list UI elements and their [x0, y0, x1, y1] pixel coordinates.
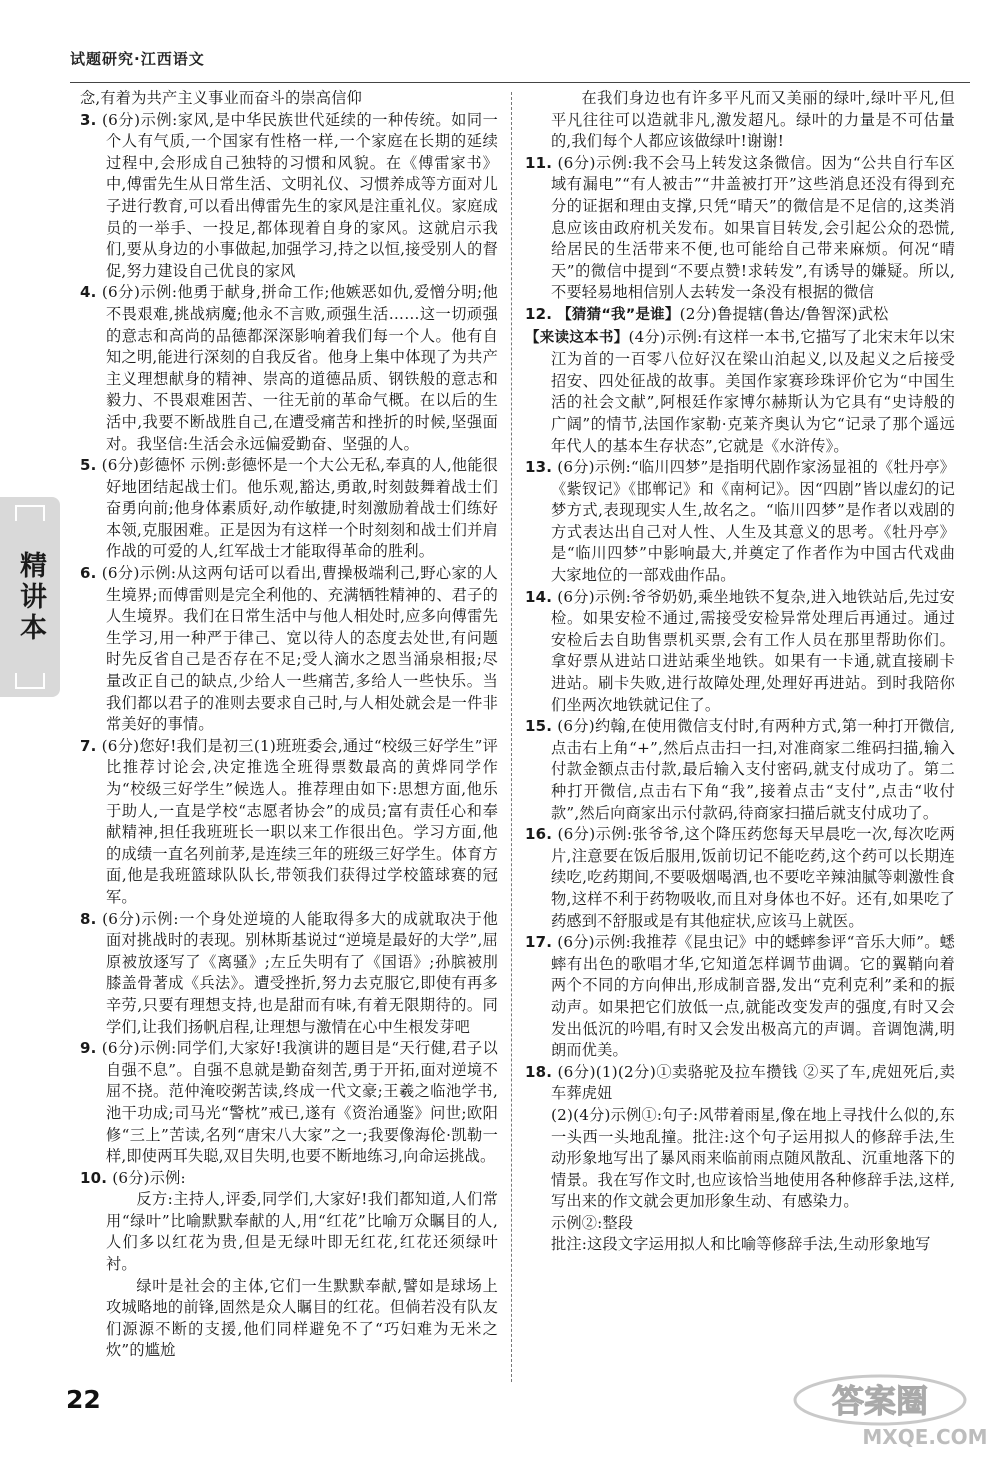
item-text: (6分)示例:一个身处逆境的人能取得多大的成就取决于他面对挑战时的表现。别林斯基说过“逆境是最好的大学”,屈原被放逐写了《离骚》;左丘失明有了《国语》;孙膑被刖膝盖骨著成《兵法》。遭受挫折,努力去克服它,即使有再多辛劳,只要有理想支持,也是甜而有味,有着无限期待的。同学们,让我们扬帆启程,让理想与激情在心中生根发芽吧: [102, 909, 498, 1036]
item-text: (6分)示例:家风,是中华民族世代延续的一种传统。如同一个人有气质,一个国家有性格一样,一个家庭在长期的延续过程中,会形成自己独特的习惯和风貌。在《傅雷家书》中,傅雷先生从日常生活、文明礼仪、习惯养成等方面对儿子进行教育,可以看出傅雷先生的家风是注重礼仪。家庭成员的一举手、一投足,都体现着自身的家风。这就启示我们,要从身边的小事做起,加强学习,持之以恒,接受别人的督促,努力建设自己优良的家风: [101, 110, 498, 280]
page-number: 22: [66, 1385, 101, 1414]
left-column: [80, 88, 498, 1362]
answer-item-12: [525, 304, 955, 327]
running-header: 试题研究·江西语文: [70, 50, 205, 68]
answer-item-11: [525, 153, 955, 304]
item-text: (6分)示例:同学们,大家好!我演讲的题目是“天行健,君子以自强不息”。自强不息就是勤奋刻苦,勇于开拓,面对逆境不屈不挠。范仲淹咬粥苦读,终成一代文豪;王羲之临池学书,池干功成;司马光“警枕”戒已,遂有《资治通鉴》问世;欧阳修“三上”苦读,名列“唐宋八大家”之一;我要像海伦·凯勒一样,即使两耳失聪,双目失明,也要不断地练习,向命运挑战。: [101, 1039, 499, 1166]
item-text: (6分)您好!我们是初三(1)班班委会,通过“校级三好学生”评比推荐讨论会,决定推选全班得票数最高的黄烨同学作为“校级三好学生”候选人。推荐理由如下:思想方面,他乐于助人,一直是学校“志愿者协会”的成员;富有责任心和奉献精神,担任我班班长一职以来工作很出色。学习方面,他的成绩一直名列前茅,是连续三年的班级三好学生。体育方面,他是我班篮球队队长,带领我们获得过学校篮球赛的冠军。: [101, 736, 498, 906]
sub-answer: 示例②:整段: [551, 1213, 634, 1232]
bracket-bottom-icon: [15, 673, 45, 689]
answer-item-3: [80, 110, 498, 283]
item-text: (6分)示例:: [112, 1168, 186, 1187]
item-number: 15.: [525, 717, 553, 736]
item-number: 9.: [80, 1039, 97, 1058]
answer-item-4: [80, 282, 498, 455]
section-tag: 【猜猜“我”是谁】: [557, 306, 680, 323]
watermark-text: 答案圈: [831, 1382, 929, 1420]
item-number: 17.: [525, 933, 553, 952]
sub-answer: 批注:这段文字运用拟人和比喻等修辞手法,生动形象地写: [551, 1235, 931, 1254]
answer-item-6: [80, 563, 498, 736]
item-text: (6分)示例:张爷爷,这个降压药您每天早晨吃一次,每次吃两片,注意要在饭后服用,饭前切记不能吃药,这个药可以长期连续吃,吃药期间,不要吸烟喝酒,也不要吃辛辣油腻等刺激性食物,这样不利于药物吸收,而且对身体也不好。还有,如果吃了药感到不舒服或是有其他症状,应该马上就医。: [551, 825, 955, 930]
item-number: 4.: [80, 283, 97, 302]
item-number: 12.: [525, 304, 553, 323]
item-text: (6分)示例:我推荐《昆虫记》中的蟋蟀参评“音乐大师”。蟋蟀有出色的歌唱才华,它知道怎样调节曲调。它的翼鞘向着两个不同的方向伸出,形成制音器,发出“克利克利”柔和的振动声。如果把它们放低一点,就能改变发声的强度,有时又会发出低沉的吟唱,有时又会发出极高亢的声调。音调饱满,明朗而优美。: [551, 933, 955, 1060]
item-text: (4分)示例:有这样一本书,它描写了北宋末年以宋江为首的一百零八位好汉在梁山泊起义,以及起义之后接受招安、四处征战的故事。美国作家赛珍珠评价它为“中国生活的社会文献”,阿根廷作家博尔赫斯认为它具有“史诗般的广阔”的情节,法国作家勒·克莱齐奥认为它“记录了那个遥远年代人的基本生存状态”,它就是《水浒传》。: [551, 327, 955, 455]
answer-item-12-book: [525, 327, 955, 458]
debate-paragraph: 反方:主持人,评委,同学们,大家好!我们都知道,人们常用“绿叶”比喻默默奉献的人,用“红花”比喻万众瞩目的人,人们多以红花为贵,但是无绿叶即无红花,红花还须绿叶衬。: [106, 1190, 498, 1274]
item-text: (6分)彭德怀 示例:彭德怀是一个大公无私,奉真的人,他能很好地团结起战士们。他乐观,豁达,勇敢,时刻鼓舞着战士们奋勇向前;他身体素质好,动作敏捷,时刻激励着战士们练好本领,克服困难。正是因为有这样一个时刻刻和战士们并肩作战的可爱的人,红军战士才能取得革命的胜利。: [101, 456, 499, 561]
section-tag: 【来读这本书】: [525, 329, 629, 346]
answer-item-8: [80, 909, 498, 1039]
bracket-top-icon: [15, 505, 45, 521]
answer-item-7: [80, 736, 498, 909]
item-number: 10.: [80, 1168, 108, 1187]
item-number: 16.: [525, 825, 553, 844]
item-number: 5.: [80, 456, 97, 475]
item-text: (6分)示例:“临川四梦”是指明代剧作家汤显祖的《牡丹亭》《紫钗记》《邯郸记》和《南柯记》。因“四剧”皆以虚幻的记梦方式,表现现实人生,故名之。“临川四梦”是作者以戏剧的方式表达出自己对人性、人生及其意义的思考。《牡丹亭》是“临川四梦”中影响最大,并奠定了作者作为中国古代戏曲大家地位的一部戏曲作品。: [551, 458, 955, 585]
item-number: 3.: [80, 110, 97, 129]
item-text: (6分)示例:爷爷奶奶,乘坐地铁不复杂,进入地铁站后,先过安检。如果安检不通过,需接受安检异常处理后再通过。通过安检后去自助售票机买票,会有工作人员在那里帮助你们。拿好票从进站口进站乘坐地铁。如果有一卡通,就直接刷卡进站。刷卡失败,进行故障处理,处理好再进站。到时我陪你们坐两次地铁就记住了。: [551, 587, 955, 714]
continued-text: 念,有着为共产主义事业而奋斗的崇高信仰: [80, 89, 363, 107]
sub-answer: (2)(4分)示例①:句子:风带着雨星,像在地上寻找什么似的,东一头西一头地乱撞。批注:这个句子运用拟人的修辞手法,生动形象地写出了暴风雨来临前雨点随风散乱、沉重地落下的情景。我在写作文时,也应该恰当地使用各种修辞手法,这样,写出来的作文就会更加形象生动、有感染力。: [551, 1105, 955, 1211]
side-tab-label: 精讲本: [15, 550, 46, 644]
item-number: 14.: [525, 587, 553, 606]
answer-item-5: [80, 455, 498, 563]
item-number: 13.: [525, 458, 553, 477]
watermark-url: MXQE.COM: [862, 1425, 988, 1449]
item-text: (2分)鲁提辖(鲁达/鲁智深)武松: [679, 304, 889, 323]
answer-item-14: [525, 587, 955, 717]
column-divider: [511, 92, 512, 1382]
item-text: (6分)示例:他勇于献身,拼命工作;他嫉恶如仇,爱憎分明;他不畏艰难,挑战病魔;他永不言败,顽强生活……这一切顽强的意志和高尚的品德都深深影响着我们每一个人。他有自知之明,能进行深刻的自我反省。他身上集中体现了为共产主义理想献身的精神、崇高的道德品质、钢铁般的意志和毅力、不畏艰难困苦、一往无前的革命气概。在以后的生活中,我要不断战胜自己,在遭受痛苦和挫折的时候,坚强面对。我坚信:生活会永远偏爱勤奋、坚强的人。: [101, 283, 498, 453]
answer-item-18: [525, 1062, 955, 1105]
answer-item-15: [525, 716, 955, 824]
right-column: [525, 88, 955, 1256]
item-text: (6分)约翰,在使用微信支付时,有两种方式,第一种打开微信,点击右上角“+”,然后点击扫一扫,对准商家二维码扫描,输入付款金额点击付款,最后输入支付密码,就支付成功了。第二种打开微信,点击右下角“我”,接着点击“支付”,点击“收付款”,然后向商家出示付款码,待商家扫描后就支付成功了。: [551, 717, 956, 822]
debate-paragraph: 绿叶是社会的主体,它们一生默默奉献,譬如是球场上攻城略地的前锋,固然是众人瞩目的红花。但倘若没有队友们源源不断的支援,他们同样避免不了“巧妇难为无米之炊”的尴尬: [106, 1276, 498, 1360]
side-tab: [0, 497, 60, 697]
item-number: 11.: [525, 153, 553, 172]
item-number: 6.: [80, 564, 97, 583]
continued-text: 在我们身边也有许多平凡而又美丽的绿叶,绿叶平凡,但平凡往往可以造就非凡,激发超凡。绿叶的力量是不可估量的,我们每个人都应该做绿叶!谢谢!: [551, 89, 955, 151]
watermark-logo: [680, 1370, 988, 1450]
answer-item-9: [80, 1038, 498, 1168]
item-text: (6分)(1)(2分)①卖骆驼及拉车攒钱 ②买了车,虎妞死后,卖车葬虎妞: [551, 1062, 955, 1103]
item-number: 7.: [80, 736, 97, 755]
answer-item-16: [525, 824, 955, 932]
header-rule: [70, 82, 970, 83]
item-number: 8.: [80, 909, 97, 928]
answer-item-13: [525, 457, 955, 587]
item-number: 18.: [525, 1062, 553, 1081]
item-text: (6分)示例:从这两句话可以看出,曹操极端利己,野心家的人生境界;而傅雷则是完全利他的、充满牺牲精神的、君子的人生境界。我们在日常生活中与他人相处时,应多向傅雷先生学习,用一种严于律己、宽以待人的态度去处世,有问题时先反省自己是否存在不足;受人滴水之恩当涌泉相报;尽量改正自己的缺点,少给人一些痛苦,多给人一些快乐。当我们都以君子的准则去要求自己时,与人相处就会是一件非常美好的事情。: [101, 564, 498, 734]
answer-item-10: [80, 1168, 498, 1190]
answer-item-17: [525, 932, 955, 1062]
item-text: (6分)示例:我不会马上转发这条微信。因为“公共自行车区域有漏电”“有人被击”“井盖被打开”这些消息还没有得到充分的证据和理由支撑,只凭“晴天”的微信是不足信的,这类消息应该由政府机关发布。如果盲目转发,会引起公众的恐慌,给居民的生活带来不便,也可能给自己带来麻烦。何况“晴天”的微信中提到“不要点赞!求转发”,有诱导的嫌疑。所以,不要轻易地相信别人去转发一条没有根据的微信: [551, 153, 955, 302]
